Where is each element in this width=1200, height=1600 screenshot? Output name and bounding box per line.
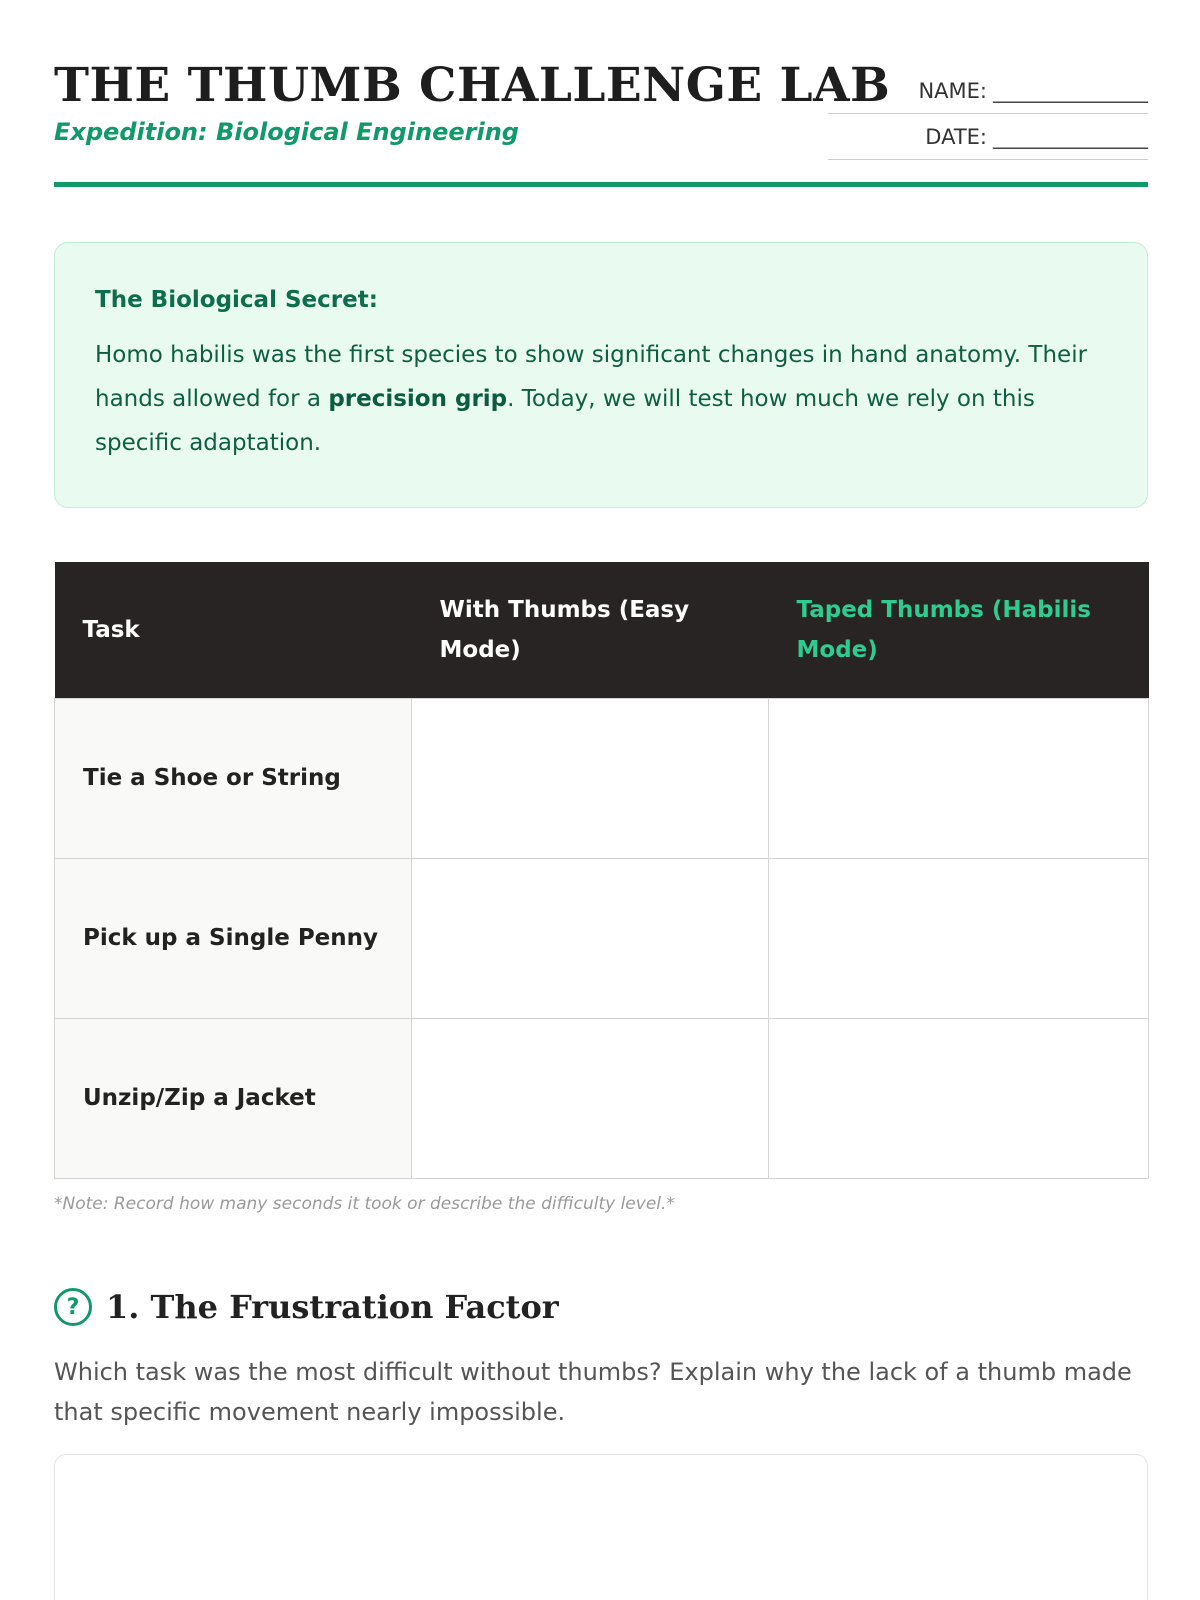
- thumb-challenge-table: [54, 562, 1149, 1179]
- table-row: [55, 698, 1149, 858]
- taped-thumbs-answer-cell[interactable]: [769, 1018, 1149, 1178]
- page-subtitle: Expedition: Biological Engineering: [54, 118, 519, 146]
- taped-thumbs-answer-cell[interactable]: [769, 858, 1149, 1018]
- biological-secret-callout: [54, 242, 1148, 508]
- with-thumbs-answer-cell[interactable]: [412, 698, 769, 858]
- question-1-answer-box[interactable]: [54, 1454, 1148, 1600]
- question-1-prompt: Which task was the most difficult without thumbs? Explain why the lack of a thumb made that specific movement nearly impossible.: [54, 1358, 1132, 1426]
- name-label: NAME:: [918, 78, 987, 103]
- worksheet-header: [54, 58, 1148, 188]
- with-thumbs-answer-cell[interactable]: [412, 1018, 769, 1178]
- header-taped-thumbs: Taped Thumbs (Habilis Mode): [769, 562, 1149, 698]
- task-cell: Unzip/Zip a Jacket: [55, 1018, 412, 1178]
- table-row: [55, 1018, 1149, 1178]
- task-cell: Pick up a Single Penny: [55, 858, 412, 1018]
- question-1-heading: [54, 1288, 559, 1326]
- callout-text-part1: Homo habilis was the first species to show significant changes in hand anatomy. Their hands allowed for a: [95, 342, 1088, 412]
- table-header-row: [55, 562, 1149, 698]
- date-field[interactable]: [828, 114, 1148, 160]
- taped-thumbs-answer-cell[interactable]: [769, 698, 1149, 858]
- task-cell: Tie a Shoe or String: [55, 698, 412, 858]
- callout-bold-term: precision grip: [328, 386, 508, 412]
- name-field[interactable]: [828, 68, 1148, 114]
- header-with-thumbs: With Thumbs (Easy Mode): [412, 562, 769, 698]
- page-title: THE THUMB CHALLENGE LAB: [54, 58, 891, 113]
- callout-heading: The Biological Secret:: [95, 287, 378, 313]
- question-1-title: 1. The Frustration Factor: [106, 1288, 559, 1326]
- name-blank-line[interactable]: __________________: [993, 78, 1146, 103]
- callout-text: [95, 333, 1107, 465]
- student-fields: [828, 68, 1148, 160]
- header-task: Task: [55, 562, 412, 698]
- question-circle-icon: ?: [54, 1288, 92, 1326]
- date-blank-line[interactable]: __________________: [993, 124, 1146, 149]
- date-label: DATE:: [925, 124, 987, 149]
- table-note: *Note: Record how many seconds it took or describe the difficulty level.*: [54, 1194, 675, 1214]
- callout-text-part2: . Today, we will test how much we rely on this specific adaptation.: [95, 386, 1035, 456]
- with-thumbs-answer-cell[interactable]: [412, 858, 769, 1018]
- table-row: [55, 858, 1149, 1018]
- header-divider: [54, 182, 1148, 187]
